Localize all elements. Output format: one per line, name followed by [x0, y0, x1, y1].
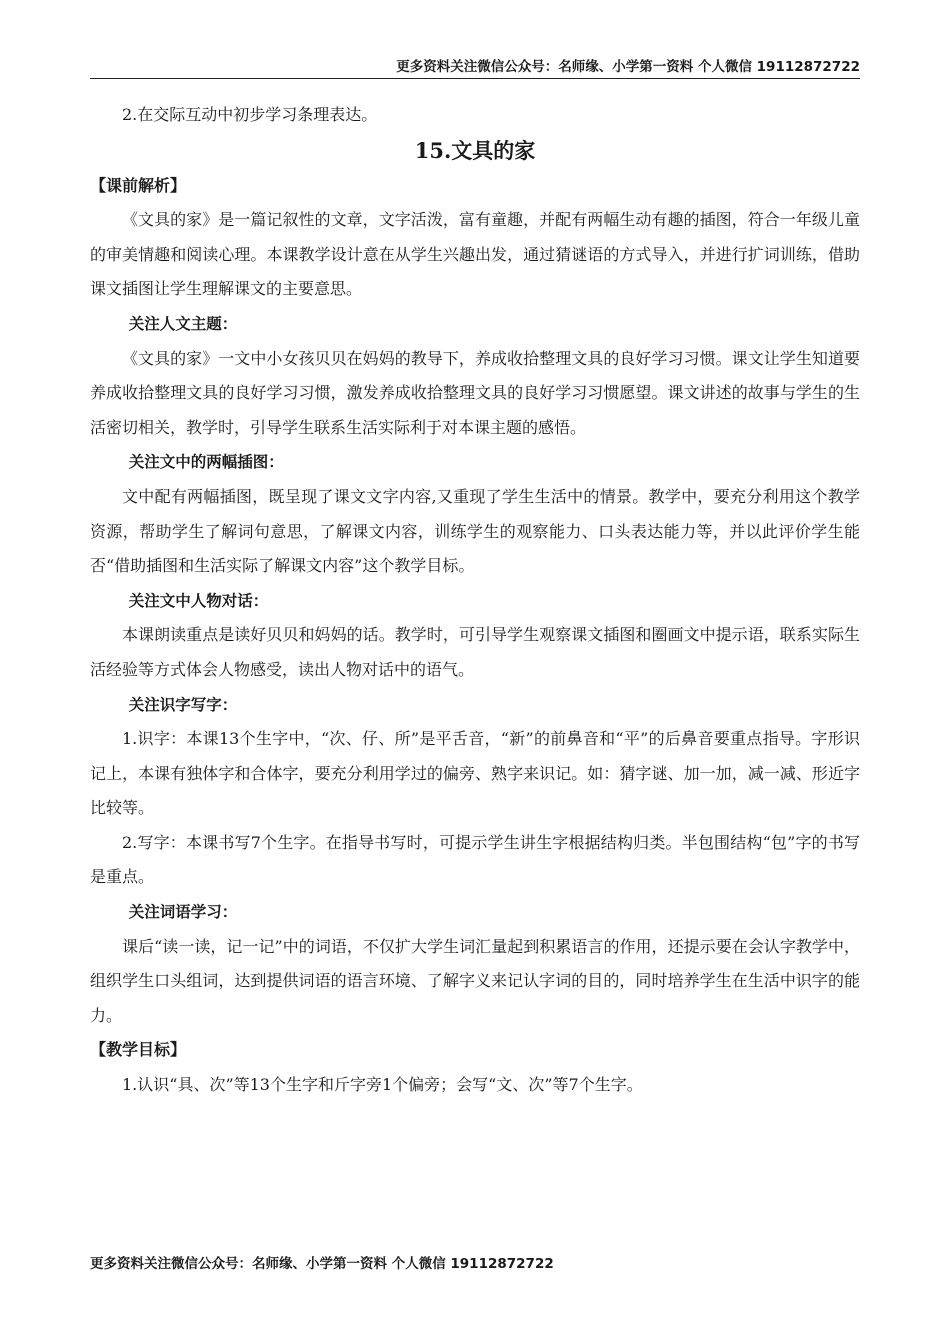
analysis-intro: 《文具的家》是一篇记叙性的文章，文字活泼，富有童趣，并配有两幅生动有趣的插图，符合一年级儿童的审美情趣和阅读心理。本课教学设计意在从学生兴趣出发，通过猜谜语的方式导入，并进行扩词训练，借助课文插图让学生理解课文的主要意思。 [90, 210, 860, 299]
page-footer: 更多资料关注微信公众号：名师缘、小学第一资料 个人微信 19112872722 [90, 1256, 554, 1272]
section-heading-analysis: 【课前解析】 [90, 175, 187, 195]
subheading-characters: 关注识字写字： [128, 695, 238, 714]
characters-text-1: 1.识字：本课13个生字中，“次、仔、所”是平舌音，“新”的前鼻音和“平”的后鼻音要重点指导。字形识记上，本课有独体字和合体字，要充分利用学过的偏旁、熟字来识记。如：猜字谜、加一加，减一减、形近字比较等。 [90, 729, 860, 818]
subheading-theme: 关注人文主题： [128, 314, 238, 333]
dialog-text: 本课朗读重点是读好贝贝和妈妈的话。教学时，可引导学生观察课文插图和圈画文中提示语，联系实际生活经验等方式体会人物感受，读出人物对话中的语气。 [90, 625, 860, 679]
section-heading-goals: 【教学目标】 [90, 1040, 187, 1060]
document-body [90, 98, 860, 1103]
subheading-words: 关注词语学习： [128, 903, 238, 922]
characters-text-2: 2.写字：本课书写7个生字。在指导书写时，可提示学生讲生字根据结构归类。半包围结构“包”字的书写是重点。 [90, 832, 860, 887]
page-header: 更多资料关注微信公众号：名师缘、小学第一资料 个人微信 19112872722 [90, 56, 860, 79]
goal-1: 1.认识“具、次”等13个生字和斤字旁1个偏旁；会写“文、次”等7个生字。 [122, 1075, 643, 1095]
subheading-illustrations: 关注文中的两幅插图： [128, 453, 284, 472]
theme-text: 《文具的家》一文中小女孩贝贝在妈妈的教导下，养成收拾整理文具的良好学习习惯。课文让学生知道要养成收拾整理文具的良好学习习惯，激发养成收拾整理文具的良好学习习惯愿望。课文讲述的故事与学生的生活密切相关，教学时，引导学生联系生活实际利于对本课主题的感悟。 [90, 348, 860, 437]
subheading-dialog: 关注文中人物对话： [128, 591, 269, 610]
words-text: 课后“读一读，记一记”中的词语，不仅扩大学生词汇量起到积累语言的作用，还提示要在会认字教学中，组织学生口头组词，达到提供词语的语言环境、了解字义来记认字词的目的，同时培养学生在生活中识字的能力。 [90, 936, 860, 1025]
top-item: 2.在交际互动中初步学习条理表达。 [122, 105, 378, 124]
lesson-title: 15.文具的家 [414, 137, 536, 163]
illustrations-text: 文中配有两幅插图，既呈现了课文文字内容,又重现了学生生活中的情景。教学中，要充分利用这个教学资源，帮助学生了解词句意思，了解课文内容，训练学生的观察能力、口头表达能力等，并以此评价学生能否“借助插图和生活实际了解课文内容”这个教学目标。 [90, 486, 860, 576]
